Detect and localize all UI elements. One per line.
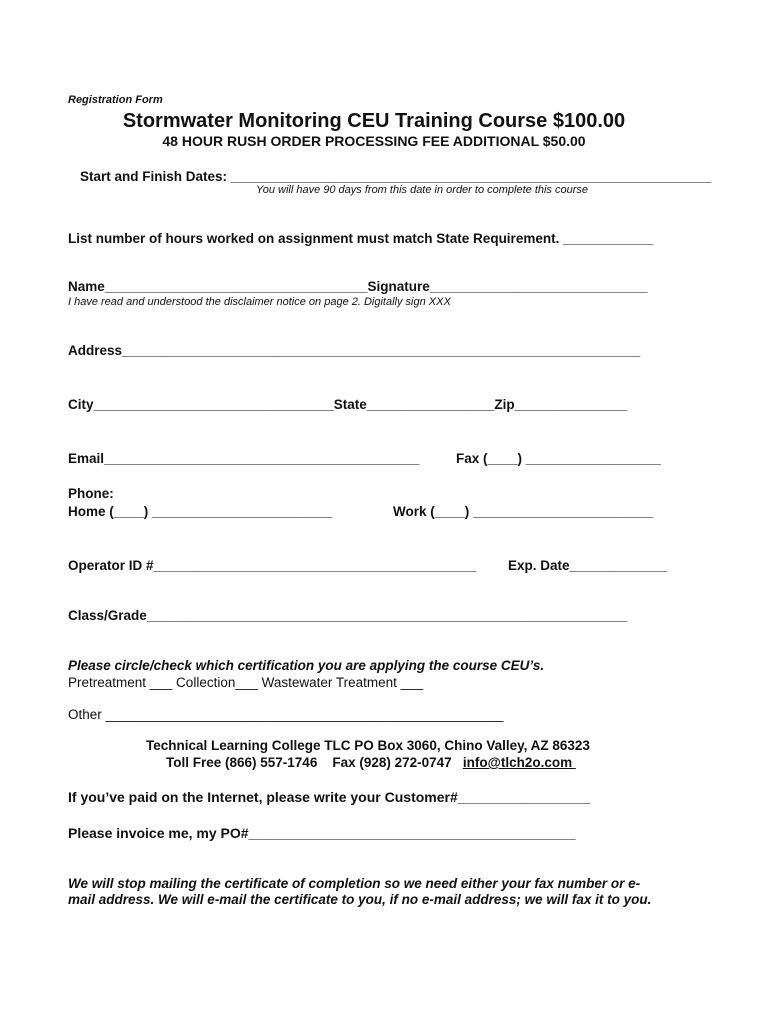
class-grade-field[interactable]: Class/Grade________________________________________________________________ <box>68 608 628 623</box>
customer-number-field[interactable]: If you’ve paid on the Internet, please write your Customer#_________________ <box>68 789 591 805</box>
college-email-link[interactable]: info@tlch2o.com <box>462 755 576 770</box>
exp-date-field[interactable]: Exp. Date_____________ <box>508 558 668 573</box>
disclaimer-note: I have read and understood the disclaimer notice on page 2. Digitally sign XXX <box>68 296 451 308</box>
operator-id-field[interactable]: Operator ID #___________________________________________ <box>68 558 477 573</box>
registration-form-label: Registration Form <box>68 94 163 106</box>
hours-field[interactable]: List number of hours worked on assignment must match State Requirement. ____________ <box>68 231 654 246</box>
start-finish-dates-field[interactable]: Start and Finish Dates: ________________________________________________________________ <box>80 169 712 184</box>
other-certification-field[interactable]: Other _____________________________________________________ <box>68 707 504 722</box>
dates-note: You will have 90 days from this date in order to complete this course <box>256 184 589 196</box>
college-phone-fax: Toll Free (866) 557-1746 Fax (928) 272-0747 <box>166 755 463 770</box>
fax-field[interactable]: Fax (____) __________________ <box>456 451 661 466</box>
city-state-zip-field[interactable]: City________________________________State_________________Zip_______________ <box>68 397 628 412</box>
college-contact <box>166 755 576 770</box>
address-field[interactable]: Address_____________________________________________________________________ <box>68 343 641 358</box>
certification-options[interactable]: Pretreatment ___ Collection___ Wastewater Treatment ___ <box>68 675 424 690</box>
name-signature-field[interactable]: Name___________________________________Signature_____________________________ <box>68 279 648 294</box>
email-field[interactable]: Email__________________________________________ <box>68 451 420 466</box>
page-subtitle: 48 HOUR RUSH ORDER PROCESSING FEE ADDITIONAL $50.00 <box>162 133 586 149</box>
certification-prompt: Please circle/check which certification you are applying the course CEU’s. <box>68 658 545 673</box>
footer-note-line1: We will stop mailing the certificate of completion so we need either your fax number or e- <box>68 876 641 891</box>
home-phone-field[interactable]: Home (____) ________________________ <box>68 504 333 519</box>
phone-label: Phone: <box>68 486 114 501</box>
page-title: Stormwater Monitoring CEU Training Course $100.00 <box>122 110 626 132</box>
work-phone-field[interactable]: Work (____) ________________________ <box>393 504 654 519</box>
po-number-field[interactable]: Please invoice me, my PO#__________________________________________ <box>68 825 576 841</box>
footer-note-line2: mail address. We will e-mail the certificate to you, if no e-mail address; we will fax it to you. <box>68 892 652 907</box>
college-address: Technical Learning College TLC PO Box 3060, Chino Valley, AZ 86323 <box>146 738 590 753</box>
